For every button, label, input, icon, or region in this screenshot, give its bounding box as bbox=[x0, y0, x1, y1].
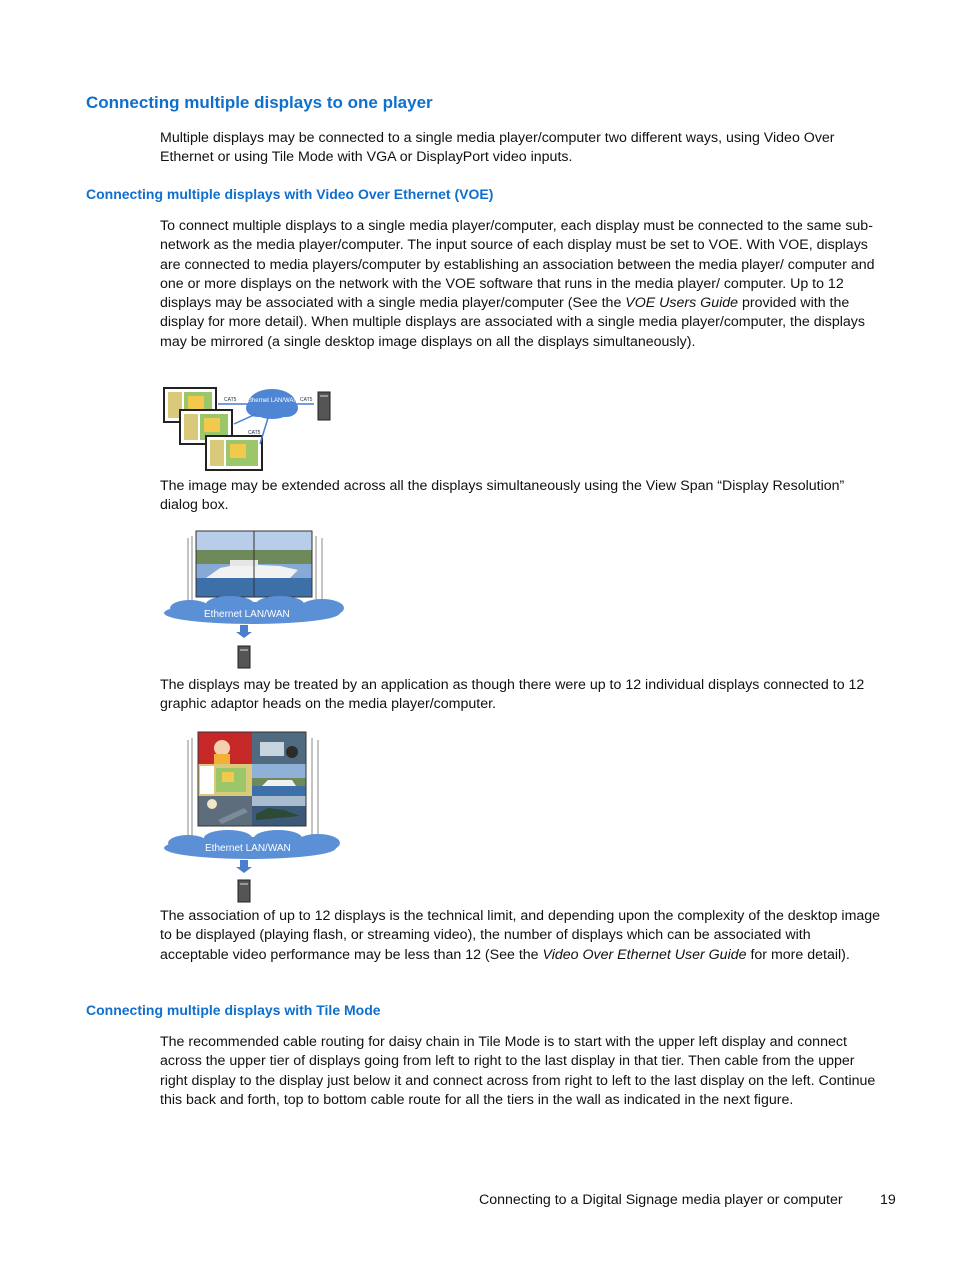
tile-mode-heading: Connecting multiple displays with Tile Mode bbox=[86, 1002, 381, 1018]
voe-individual-figure bbox=[160, 728, 346, 906]
tile-image bbox=[252, 796, 306, 826]
network-cloud bbox=[164, 596, 344, 624]
cable-line bbox=[234, 414, 256, 424]
network-cloud bbox=[164, 830, 340, 859]
voe-paragraph-4 bbox=[160, 907, 882, 965]
tile-image bbox=[198, 796, 252, 826]
voe-paragraph-1 bbox=[160, 217, 882, 352]
page-number: 19 bbox=[880, 1192, 896, 1208]
cable-label: CAT5 bbox=[248, 430, 261, 436]
cloud-label: Ethernet LAN/WAN bbox=[204, 609, 290, 620]
voe-mirror-figure bbox=[160, 382, 340, 474]
media-player-icon bbox=[318, 392, 330, 420]
voe-user-guide-ref: Video Over Ethernet User Guide bbox=[542, 946, 747, 963]
media-player-icon bbox=[238, 646, 250, 668]
spanned-ship-image bbox=[196, 531, 312, 597]
section-title: Connecting multiple displays to one player bbox=[86, 93, 433, 112]
cable-line bbox=[260, 418, 268, 444]
cloud-label: Ethernet LAN/WAN bbox=[246, 398, 298, 404]
media-player-icon bbox=[238, 880, 250, 902]
voe-p4-text-a: The association of up to 12 displays is the technical limit, and depending upon the complexity of the desktop image to be displayed (playing flash, or streaming video), the number of displays which can be associated with acceptable video performance may be less than 12 (See the bbox=[160, 908, 881, 963]
tile-image bbox=[198, 732, 252, 764]
arrow-down-icon bbox=[236, 860, 252, 873]
intro-paragraph: Multiple displays may be connected to a single media player/computer two different ways, using Video Over Ethernet or using Tile Mode with VGA or DisplayPort video inputs. bbox=[160, 130, 835, 166]
voe-heading: Connecting multiple displays with Video Over Ethernet (VOE) bbox=[86, 186, 494, 202]
voe-p1-text-b: provided with the display for more detail). When multiple displays are associated with a single media player/computer, the displays may be mirrored (a single desktop image displays on all the displays simultaneously). bbox=[160, 295, 865, 350]
footer-chapter-title: Connecting to a Digital Signage media player or computer bbox=[479, 1192, 843, 1208]
cloud-label: Ethernet LAN/WAN bbox=[205, 843, 291, 854]
tile-image bbox=[198, 764, 252, 796]
tile-image bbox=[252, 764, 306, 796]
arrow-down-icon bbox=[236, 625, 252, 638]
display-icon bbox=[206, 436, 262, 470]
voe-users-guide-ref: VOE Users Guide bbox=[625, 295, 739, 312]
tile-image bbox=[252, 732, 306, 764]
cable-label: CAT5 bbox=[224, 397, 237, 403]
tile-mode-paragraph: The recommended cable routing for daisy chain in Tile Mode is to start with the upper left display and connect across the upper tier of displays going from left to right to the last display in that tier. Then cable from the upper right display to the display just below it and connect across from right to left to the last display on the left. Continue this back and forth, top to bottom cable route for all the tiers in the wall as indicated in the next figure. bbox=[160, 1034, 876, 1108]
voe-paragraph-2: The image may be extended across all the displays simultaneously using the View Span “Display Resolution” dialog box. bbox=[160, 478, 845, 514]
voe-p1-text-a: To connect multiple displays to a single media player/computer, each display must be connected to the same sub-network as the media player/computer. The input source of each display must be set to VOE. With VOE, displays are connected to media players/computer by establishing an association between the media player/ computer and one or more displays on the network with the VOE software that runs in the media player/ computer. Up to 12 displays may be associated with a single media player/computer (See the bbox=[160, 218, 875, 312]
voe-p4-text-b: for more detail). bbox=[746, 946, 850, 963]
cable-label: CAT5 bbox=[300, 397, 313, 403]
voe-span-figure bbox=[160, 528, 352, 673]
voe-paragraph-3: The displays may be treated by an application as though there were up to 12 individual displays connected to 12 graphic adaptor heads on the media player/computer. bbox=[160, 677, 865, 713]
